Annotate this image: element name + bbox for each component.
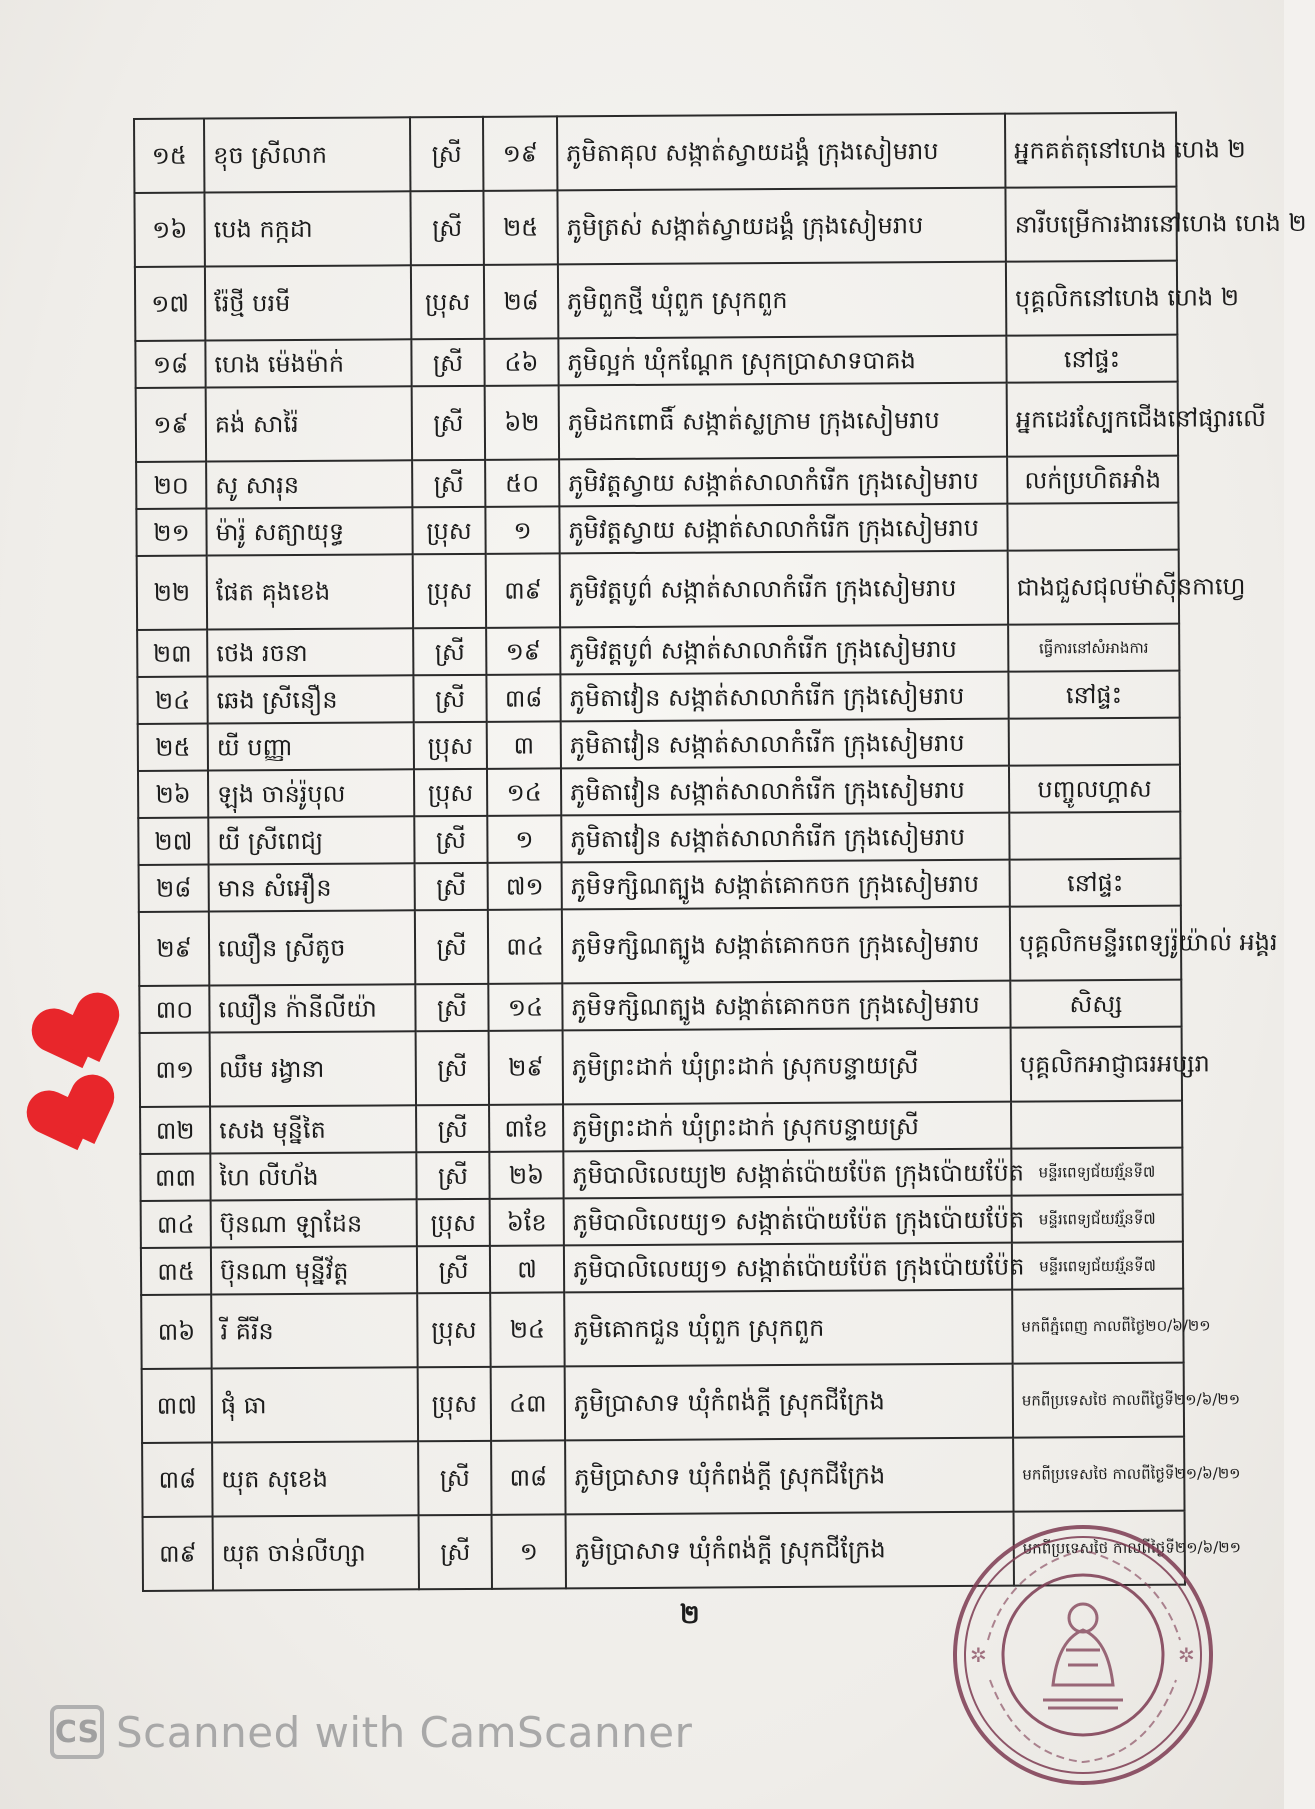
person-note: មកពីភ្នំពេញ កាលពីថ្ងៃ២០/៦/២១ (1012, 1289, 1183, 1364)
person-address: ភូមិវត្តបូព៌ សង្កាត់សាលាកំរើក ក្រុងសៀមរាប (560, 625, 1008, 675)
person-note: មន្ទីរពេទ្យជ័យវរ្ម័នទី៧ (1012, 1242, 1183, 1290)
person-address: ភូមិត្រស់ សង្កាត់ស្វាយដង្គំ ក្រុងសៀមរាប (557, 188, 1005, 265)
heart-icon (31, 1075, 119, 1159)
heart-icon (36, 993, 124, 1077)
person-note (1009, 812, 1180, 860)
person-age: ១ (487, 815, 561, 862)
row-number: ១៨ (135, 341, 205, 388)
table-row (136, 456, 1178, 509)
person-note: នៅផ្ទះ (1006, 335, 1177, 383)
person-address: ភូមិតាវៀន សង្កាត់សាលាកំរើក ក្រុងសៀមរាប (560, 672, 1008, 722)
person-note: សិស្ស (1010, 980, 1181, 1028)
person-address: ភូមិវត្តស្វាយ សង្កាត់សាលាកំរើក ក្រុងសៀមរាប (559, 457, 1007, 507)
table-row (140, 1148, 1182, 1201)
person-address: ភូមិទក្សិណត្បូង សង្កាត់គោកចក ក្រុងសៀមរាប (562, 907, 1010, 984)
person-sex: ស្រី (411, 339, 484, 386)
person-name: ហៃ លីហ័ង (210, 1152, 416, 1200)
person-name: មាន សំអឿន (209, 863, 415, 911)
svg-text:✲: ✲ (1178, 1643, 1195, 1667)
person-name: ឈឿន ស្រីតូច (209, 910, 415, 985)
person-address: ភូមិដកពោធិ៍ សង្កាត់ស្លក្រាម ក្រុងសៀមរាប (559, 383, 1007, 460)
person-address: ភូមិល្អក់ ឃុំកណ្តែក ស្រុកប្រាសាទបាគង (558, 336, 1006, 386)
person-sex: ស្រី (415, 910, 488, 984)
person-sex: ប្រុស (414, 722, 487, 769)
person-name: បេង កក្កដា (204, 191, 410, 266)
person-name: រ៉ែថ្មី បរមី (205, 265, 411, 340)
person-note: ធ្វើការនៅសំអាងការ (1008, 624, 1179, 672)
table-row (136, 382, 1178, 462)
person-name: ឡុង ចាន់រ៉ូបុល (208, 769, 414, 817)
person-address: ភូមិព្រះដាក់ ឃុំព្រះដាក់ ស្រុកបន្ទាយស្រី (563, 1028, 1011, 1105)
person-age: ៦២ (485, 385, 559, 459)
person-age: ២៤ (490, 1292, 564, 1366)
person-age: ១៤ (488, 983, 562, 1030)
person-sex: ស្រី (410, 117, 483, 191)
table-row (137, 550, 1179, 630)
row-number: ១៥ (134, 119, 204, 193)
person-address: ភូមិទក្សិណត្បូង សង្កាត់គោកចក ក្រុងសៀមរាប (562, 981, 1010, 1031)
table-row (137, 671, 1179, 724)
table-row (138, 718, 1180, 771)
person-sex: ស្រី (416, 1105, 489, 1152)
person-sex: ស្រី (413, 628, 486, 675)
person-age: ២៨ (484, 264, 558, 338)
person-age: ៣ (487, 721, 561, 768)
table-row (136, 503, 1178, 556)
table-row (141, 1195, 1183, 1248)
person-age: ៦ខែ (490, 1198, 564, 1245)
person-age: ២៩ (489, 1030, 563, 1104)
table-row (140, 1101, 1182, 1154)
person-age: ១៤ (487, 768, 561, 815)
person-address: ភូមិតាវៀន សង្កាត់សាលាកំរើក ក្រុងសៀមរាប (561, 813, 1009, 863)
row-number: ៣១ (140, 1033, 210, 1107)
person-age: ៤៣ (491, 1366, 565, 1440)
person-note: មកពីប្រទេសថៃ កាលពីថ្ងៃទី២១/៦/២១ (1014, 1511, 1185, 1586)
scanner-watermark (50, 1705, 692, 1759)
person-sex: ស្រី (417, 1246, 490, 1293)
person-sex: ប្រុស (414, 769, 487, 816)
person-address: ភូមិប្រាសាទ ឃុំកំពង់ក្តី ស្រុកជីក្រែង (566, 1512, 1014, 1589)
person-address: ភូមិតាវៀន សង្កាត់សាលាកំរើក ក្រុងសៀមរាប (561, 766, 1009, 816)
row-number: ២៤ (137, 677, 207, 724)
table-row (135, 261, 1177, 341)
table-row (141, 1289, 1183, 1369)
person-age: ៣៤ (488, 909, 562, 983)
person-name: សូ សារុន (206, 460, 412, 508)
person-note: បញ្ចូលហ្គាស (1009, 765, 1180, 813)
person-age: ៧១ (488, 862, 562, 909)
person-sex: ស្រី (412, 386, 485, 460)
person-note: លក់ប្រហិតអាំង (1007, 456, 1178, 504)
person-sex: ស្រី (418, 1441, 491, 1515)
row-number: ២៣ (137, 630, 207, 677)
person-sex: ស្រី (410, 191, 483, 265)
person-age: ១៩ (486, 627, 560, 674)
person-note: នារីបម្រើការងារនៅហេង ហេង ២ (1005, 187, 1176, 262)
person-name: ប៊ុនណា ឡាដែន (211, 1199, 417, 1247)
table-row (135, 335, 1177, 388)
row-number: ៣៥ (141, 1248, 211, 1295)
person-name: ខុច ស្រីលាក (204, 117, 410, 192)
camscanner-logo: CS (50, 1705, 104, 1759)
row-number: ១៩ (136, 388, 206, 462)
person-name: ឆេង ស្រីនឿន (207, 675, 413, 723)
row-number: ២០ (136, 462, 206, 509)
official-seal-icon (948, 1520, 1218, 1790)
person-address: ភូមិទក្សិណត្បូង សង្កាត់គោកចក ក្រុងសៀមរាប (562, 860, 1010, 910)
person-name: ប៊ុនណា មុន្នីវ័ត្ត (211, 1246, 417, 1294)
person-note: មកពីប្រទេសថៃ កាលពីថ្ងៃទី២១/៦/២១ (1013, 1363, 1184, 1438)
person-sex: ស្រី (414, 816, 487, 863)
person-name: ហេង ម៉េងម៉ាក់ (205, 339, 411, 387)
table-row (138, 765, 1180, 818)
person-sex: ប្រុស (418, 1367, 491, 1441)
person-note: បុគ្គលិកអាជ្ញាធរអប្សរា (1011, 1027, 1182, 1102)
person-age: ៤៦ (484, 338, 558, 385)
person-sex: ស្រី (412, 460, 485, 507)
person-note: មន្ទីរពេទ្យជ័យវរ្ម័នទី៧ (1011, 1148, 1182, 1196)
person-address: ភូមិតាវៀន សង្កាត់សាលាកំរើក ក្រុងសៀមរាប (561, 719, 1009, 769)
person-name: ផុំ ធា (212, 1367, 418, 1442)
row-number: ១៧ (135, 267, 205, 341)
person-age: ១ (485, 506, 559, 553)
table-row (138, 812, 1180, 865)
person-age: ៣ខែ (489, 1104, 563, 1151)
row-number: ២៥ (138, 724, 208, 771)
row-number: ២៨ (139, 865, 209, 912)
person-address: ភូមិវត្តស្វាយ សង្កាត់សាលាកំរើក ក្រុងសៀមរាប (559, 504, 1007, 554)
person-address: ភូមិបាលិលេយ្យ២ សង្កាត់ប៉ោយប៉ែត ក្រុងប៉ោយប៉ែត (563, 1149, 1011, 1199)
table-row (134, 187, 1176, 267)
row-number: ២៧ (138, 818, 208, 865)
person-note: ជាងជួសជុលម៉ាស៊ីនកាហ្វេ (1008, 550, 1179, 625)
person-name: យុត សុខេង (212, 1441, 418, 1516)
person-note (1007, 503, 1178, 551)
person-sex: ប្រុស (412, 507, 485, 554)
svg-text:✲: ✲ (970, 1643, 987, 1667)
table-row (139, 859, 1181, 912)
person-note: មន្ទីរពេទ្យជ័យវរ្ម័នទី៧ (1012, 1195, 1183, 1243)
page-number: ២ (680, 1600, 700, 1630)
table-row (142, 1437, 1184, 1517)
person-note: អ្នកដេរស្បែកជើងនៅផ្សារលើ (1007, 382, 1178, 457)
person-sex: ស្រី (419, 1515, 492, 1589)
person-sex: ស្រី (413, 675, 486, 722)
person-sex: ប្រុស (417, 1293, 490, 1367)
person-sex: ស្រី (416, 1152, 489, 1199)
patient-table (133, 112, 1307, 1592)
row-number: ២៩ (139, 912, 209, 986)
person-address: ភូមិគោកជួន ឃុំពួក ស្រុកពួក (564, 1290, 1012, 1367)
row-number: ៣៤ (141, 1201, 211, 1248)
person-note: នៅផ្ទះ (1010, 859, 1181, 907)
table-row (142, 1363, 1184, 1443)
person-address: ភូមិបាលិលេយ្យ១ សង្កាត់ប៉ោយប៉ែត ក្រុងប៉ោយប៉ែត (564, 1196, 1012, 1246)
person-note: បុគ្គលិកនៅហេង ហេង ២ (1006, 261, 1177, 336)
person-sex: ប្រុស (417, 1199, 490, 1246)
person-note: អ្នកគត់តុនៅហេង ហេង ២ (1005, 113, 1176, 188)
person-address: ភូមិប្រាសាទ ឃុំកំពង់ក្តី ស្រុកជីក្រែង (565, 1438, 1013, 1515)
table-row (139, 906, 1181, 986)
person-name: ផែត គុងខេង (207, 554, 413, 629)
row-number: ៣៣ (140, 1154, 210, 1201)
table-row (134, 113, 1176, 193)
table-row (137, 624, 1179, 677)
person-sex: ស្រី (415, 984, 488, 1031)
row-number: ១៦ (134, 193, 204, 267)
person-age: ៣៩ (486, 553, 560, 627)
person-age: ១ (492, 1514, 566, 1588)
person-age: ៣៨ (486, 674, 560, 721)
person-name: ថេង រចនា (207, 628, 413, 676)
person-note: បុគ្គលិកមន្ទីរពេទ្យរ៉ូយ៉ាល់ អង្គរ (1010, 906, 1181, 981)
person-age: ៥០ (485, 459, 559, 506)
person-sex: ស្រី (415, 863, 488, 910)
person-sex: ស្រី (416, 1031, 489, 1105)
person-age: ២៥ (483, 190, 557, 264)
row-number: ៣០ (139, 986, 209, 1033)
table-row (140, 1027, 1182, 1107)
person-age: ៧ (490, 1245, 564, 1292)
person-sex: ប្រុស (411, 265, 484, 339)
person-address: ភូមិតាគុល សង្កាត់ស្វាយដង្គំ ក្រុងសៀមរាប (557, 114, 1005, 191)
person-address: ភូមិពួកថ្មី ឃុំពួក ស្រុកពួក (558, 262, 1006, 339)
row-number: ៣៩ (143, 1517, 213, 1591)
person-name: យុត ចាន់លីហ្សា (213, 1515, 419, 1590)
person-name: យី ស្រីពេជ្យ (208, 816, 414, 864)
person-age: ៣៨ (491, 1440, 565, 1514)
person-note (1009, 718, 1180, 766)
person-name: គង់ សារ៉ៃ (206, 386, 412, 461)
row-number: ៣២ (140, 1107, 210, 1154)
person-name: យី បញ្ញា (208, 722, 414, 770)
person-age: ២៦ (489, 1151, 563, 1198)
person-sex: ប្រុស (413, 554, 486, 628)
person-name: រី គីរីន (211, 1293, 417, 1368)
person-address: ភូមិប្រាសាទ ឃុំកំពង់ក្តី ស្រុកជីក្រែង (565, 1364, 1013, 1441)
row-number: ៣៧ (142, 1369, 212, 1443)
watermark-text: Scanned with CamScanner (116, 1707, 693, 1757)
person-age: ១៩ (483, 116, 557, 190)
person-name: ឈឿន ក៉ានីលីយ៉ា (209, 984, 415, 1032)
row-number: ២១ (136, 509, 206, 556)
row-number: ២២ (137, 556, 207, 630)
person-address: ភូមិវត្តបូព៌ សង្កាត់សាលាកំរើក ក្រុងសៀមរាប (560, 551, 1008, 628)
person-address: ភូមិបាលិលេយ្យ១ សង្កាត់ប៉ោយប៉ែត ក្រុងប៉ោយប៉ែត (564, 1243, 1012, 1293)
person-name: សេង មុន្នីតៃ (210, 1105, 416, 1153)
person-note: មកពីប្រទេសថៃ កាលពីថ្ងៃទី២១/៦/២១ (1013, 1437, 1184, 1512)
person-name: ម៉ារ៉ូ សត្យាយុទ្ធ (206, 507, 412, 555)
person-note (1011, 1101, 1182, 1149)
table-row (141, 1242, 1183, 1295)
person-name: ឈឹម រង្វានា (210, 1031, 416, 1106)
row-number: ៣៨ (142, 1443, 212, 1517)
person-address: ភូមិព្រះដាក់ ឃុំព្រះដាក់ ស្រុកបន្ទាយស្រី (563, 1102, 1011, 1152)
person-note: នៅផ្ទះ (1008, 671, 1179, 719)
table-row (139, 980, 1181, 1033)
row-number: ២៦ (138, 771, 208, 818)
row-number: ៣៦ (141, 1295, 211, 1369)
